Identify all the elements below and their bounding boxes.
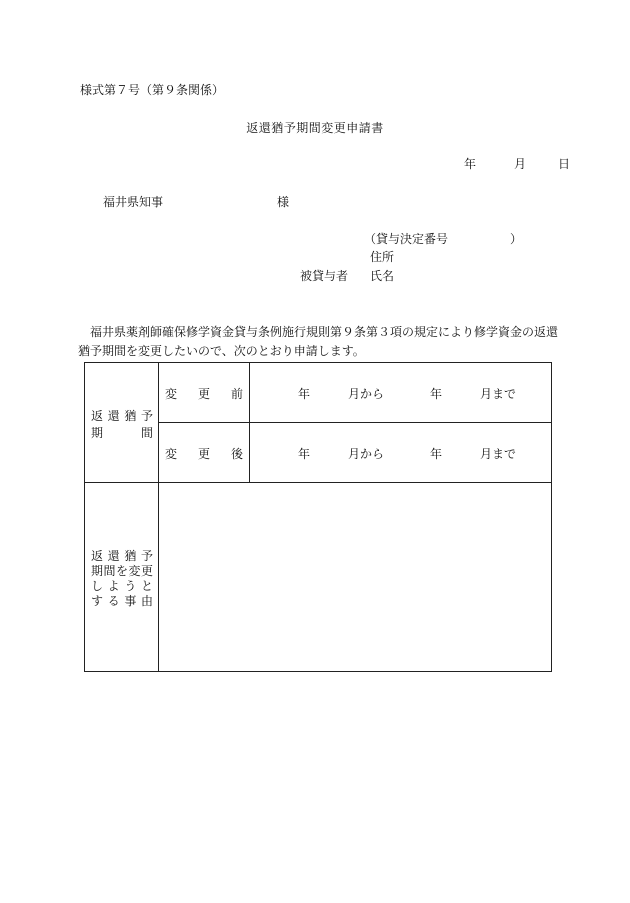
body-text: 福井県薬剤師確保修学資金貸与条例施行規則第９条第３項の規定により修学資金の返還猶予期間を変更したいので、次のとおり申請します。 (78, 325, 559, 358)
month-from-label: 月から (348, 387, 385, 401)
label-char: る (107, 594, 120, 608)
year-label: 年 (298, 387, 311, 401)
label-char: と (140, 579, 153, 593)
label-char: 還 (107, 409, 120, 423)
month-until-label: 月まで (480, 447, 517, 461)
loan-number-close: ） (510, 232, 523, 246)
label-char: 返 (91, 549, 104, 563)
label-char: 前 (230, 387, 243, 401)
document-title: 返還猶予期間変更申請書 (246, 121, 384, 135)
label-char: う (124, 579, 137, 593)
month-from-label: 月から (348, 447, 385, 461)
label-char: 期 (91, 564, 104, 578)
label-char: 予 (140, 409, 153, 423)
divider (249, 363, 250, 483)
label-char: 更 (140, 564, 153, 578)
reason-label-line (91, 579, 153, 594)
label-char: 後 (230, 447, 243, 461)
divider (158, 422, 551, 423)
date-line (464, 155, 570, 172)
label-char: 予 (140, 549, 153, 563)
loan-number-label: （貸与決定番号 (364, 232, 449, 246)
label-char: 変 (128, 564, 141, 578)
name-label: 氏名 (370, 269, 395, 283)
honorific: 様 (277, 195, 290, 209)
after-period-fields (298, 445, 516, 462)
application-table (84, 362, 552, 672)
period-label-line2 (91, 424, 153, 441)
label-char: を (115, 564, 128, 578)
label-char: 還 (107, 549, 120, 563)
label-char: 返 (91, 409, 104, 423)
date-month-label: 月 (514, 157, 527, 171)
label-char: す (91, 594, 104, 608)
form-number: 様式第７号（第９条関係） (80, 83, 225, 97)
year-label: 年 (430, 447, 443, 461)
label-char: 更 (197, 387, 210, 401)
label-char: 猶 (124, 549, 137, 563)
before-period-fields (298, 385, 516, 402)
address-label: 住所 (370, 250, 395, 264)
borrower-label: 被貸与者 (300, 269, 349, 283)
reason-label-line (91, 549, 153, 564)
label-char: 間 (140, 426, 153, 440)
addressee: 福井県知事 (103, 195, 164, 209)
label-char: 更 (197, 447, 210, 461)
label-char: 変 (165, 447, 178, 461)
label-char: よ (107, 579, 120, 593)
label-char: 期 (91, 426, 104, 440)
label-char: 間 (103, 564, 116, 578)
reason-label (91, 549, 153, 609)
date-day-label: 日 (558, 157, 571, 171)
label-char: し (91, 579, 104, 593)
period-label (91, 407, 153, 441)
label-char: 由 (140, 594, 153, 608)
before-change-label (165, 385, 243, 402)
year-label: 年 (298, 447, 311, 461)
date-year-label: 年 (464, 157, 477, 171)
period-label-line1 (91, 407, 153, 424)
year-label: 年 (430, 387, 443, 401)
label-char: 猶 (124, 409, 137, 423)
reason-entry-area[interactable] (159, 483, 551, 671)
label-char: 変 (165, 387, 178, 401)
month-until-label: 月まで (480, 387, 517, 401)
after-change-label (165, 445, 243, 462)
reason-label-line (91, 594, 153, 609)
reason-label-line (91, 564, 153, 579)
label-char: 事 (124, 594, 137, 608)
